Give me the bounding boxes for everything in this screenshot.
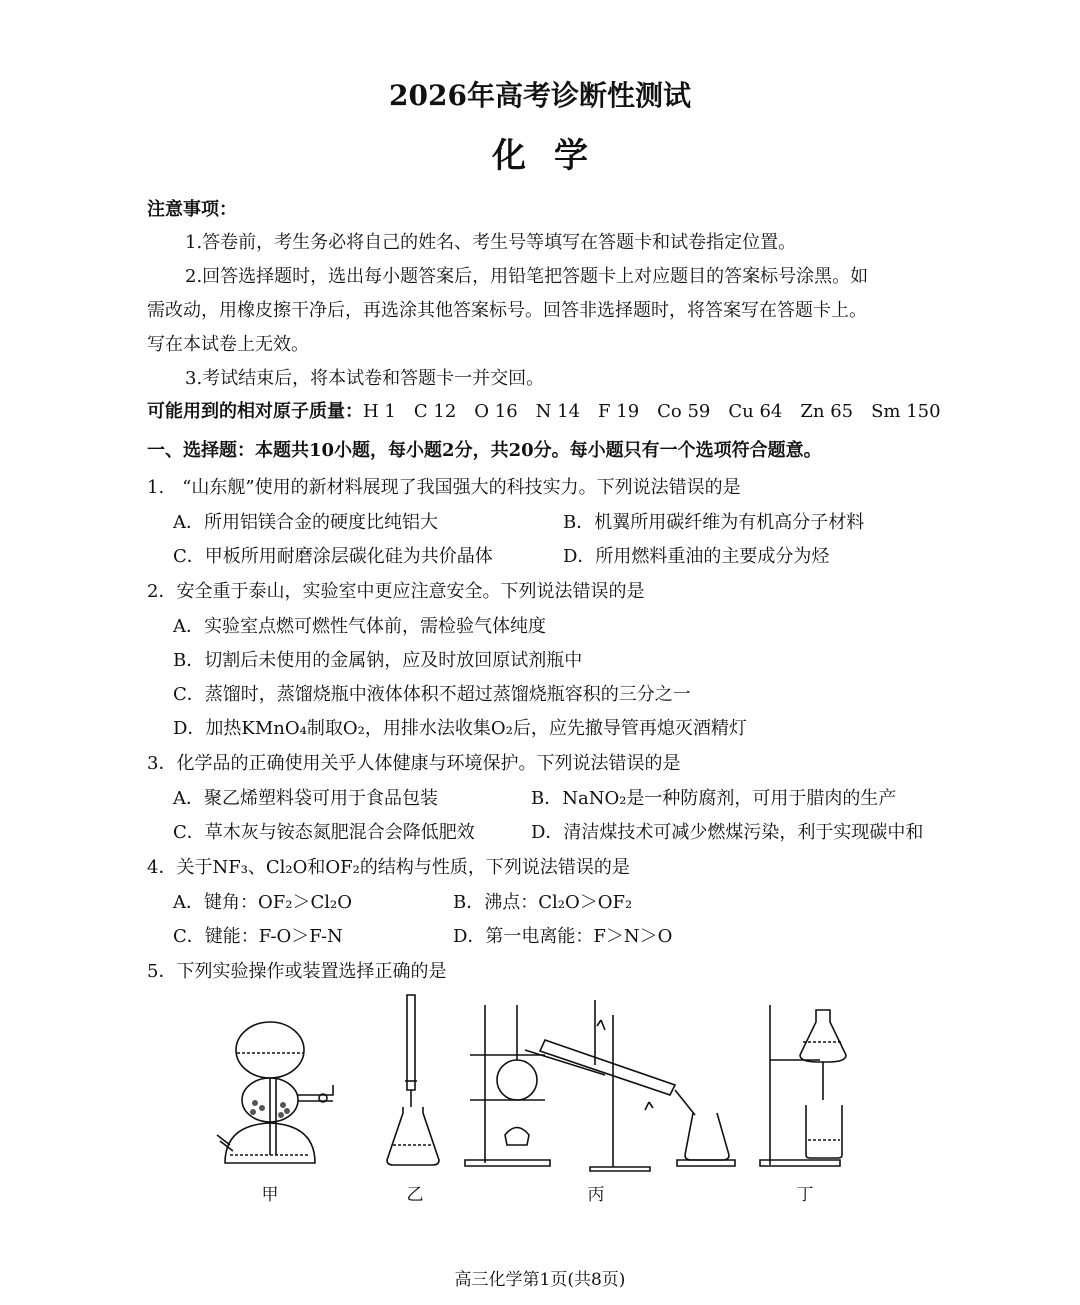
question-3-option-a: A．聚乙烯塑料袋可用于食品包装 (173, 788, 438, 809)
question-5-stem: 5．下列实验操作或装置选择正确的是 (147, 961, 447, 982)
question-2-stem: 2．安全重于泰山，实验室中更应注意安全。下列说法错误的是 (147, 581, 645, 602)
question-3-option-c: C．草木灰与铵态氮肥混合会降低肥效 (173, 822, 475, 843)
question-2-option-a: A．实验室点燃可燃性气体前，需检验气体纯度 (173, 616, 546, 637)
apparatus-label-bing: 丙 (587, 1185, 605, 1205)
atomic-mass-line (147, 397, 941, 423)
question-2-option-c: C．蒸馏时，蒸馏烧瓶中液体体积不超过蒸馏烧瓶容积的三分之一 (173, 684, 691, 705)
section-1-heading: 一、选择题：本题共10小题，每小题2分，共20分。每小题只有一个选项符合题意。 (147, 440, 822, 461)
question-4-option-d: D．第一电离能：F＞N＞O (453, 926, 673, 947)
apparatus-label-yi: 乙 (406, 1185, 424, 1205)
exam-title: 2026年高考诊断性测试 (389, 79, 691, 112)
apparatus-bing-distillation (465, 995, 735, 1170)
notice-line-4: 写在本试卷上无效。 (147, 334, 309, 355)
atomic-mass-values: H 1 C 12 O 16 N 14 F 19 Co 59 Cu 64 Zn 65 Sm 150 (363, 401, 941, 422)
notice-line-5: 3.考试结束后，将本试卷和答题卡一并交回。 (185, 368, 545, 389)
question-4-option-b: B．沸点：Cl₂O＞OF₂ (453, 892, 633, 913)
notice-line-2: 2.回答选择题时，选出每小题答案后，用铅笔把答题卡上对应题目的答案标号涂黑。如 (185, 266, 869, 287)
apparatus-ding-separatory-funnel (758, 1000, 848, 1170)
page-footer: 高三化学第1页(共8页) (454, 1270, 626, 1290)
question-1-option-b: B．机翼所用碳纤维为有机高分子材料 (563, 512, 865, 533)
atomic-mass-label: 可能用到的相对原子质量： (147, 401, 363, 422)
subject-title: 化学 (492, 136, 616, 176)
question-3-option-b: B．NaNO₂是一种防腐剂，可用于腊肉的生产 (531, 788, 897, 809)
question-3-stem: 3．化学品的正确使用关乎人体健康与环境保护。下列说法错误的是 (147, 753, 681, 774)
question-1-stem: 1. “山东舰”使用的新材料展现了我国强大的科技实力。下列说法错误的是 (147, 477, 741, 498)
question-4-option-a: A．键角：OF₂＞Cl₂O (173, 892, 352, 913)
apparatus-label-jia: 甲 (261, 1185, 279, 1205)
notice-line-1: 1.答卷前，考生务必将自己的姓名、考生号等填写在答题卡和试卷指定位置。 (185, 232, 797, 253)
question-3-option-d: D．清洁煤技术可减少燃煤污染，利于实现碳中和 (531, 822, 924, 843)
apparatus-label-ding: 丁 (796, 1185, 814, 1205)
apparatus-jia-kipp-generator (215, 1005, 325, 1170)
question-4-option-c: C．键能：F-O＞F-N (173, 926, 343, 947)
question-1-option-d: D．所用燃料重油的主要成分为烃 (563, 546, 830, 567)
question-1-option-c: C．甲板所用耐磨涂层碳化硅为共价晶体 (173, 546, 493, 567)
question-4-stem: 4．关于NF₃、Cl₂O和OF₂的结构与性质，下列说法错误的是 (147, 857, 630, 878)
notice-line-3: 需改动，用橡皮擦干净后，再选涂其他答案标号。回答非选择题时，将答案写在答题卡上。 (147, 300, 867, 321)
question-2-option-b: B．切割后未使用的金属钠，应及时放回原试剂瓶中 (173, 650, 583, 671)
apparatus-yi-burette-flask (385, 995, 445, 1170)
question-2-option-d: D．加热KMnO₄制取O₂，用排水法收集O₂后，应先撤导管再熄灭酒精灯 (173, 718, 747, 739)
question-1-option-a: A．所用铝镁合金的硬度比纯铝大 (173, 512, 438, 533)
notice-heading: 注意事项： (147, 199, 237, 220)
